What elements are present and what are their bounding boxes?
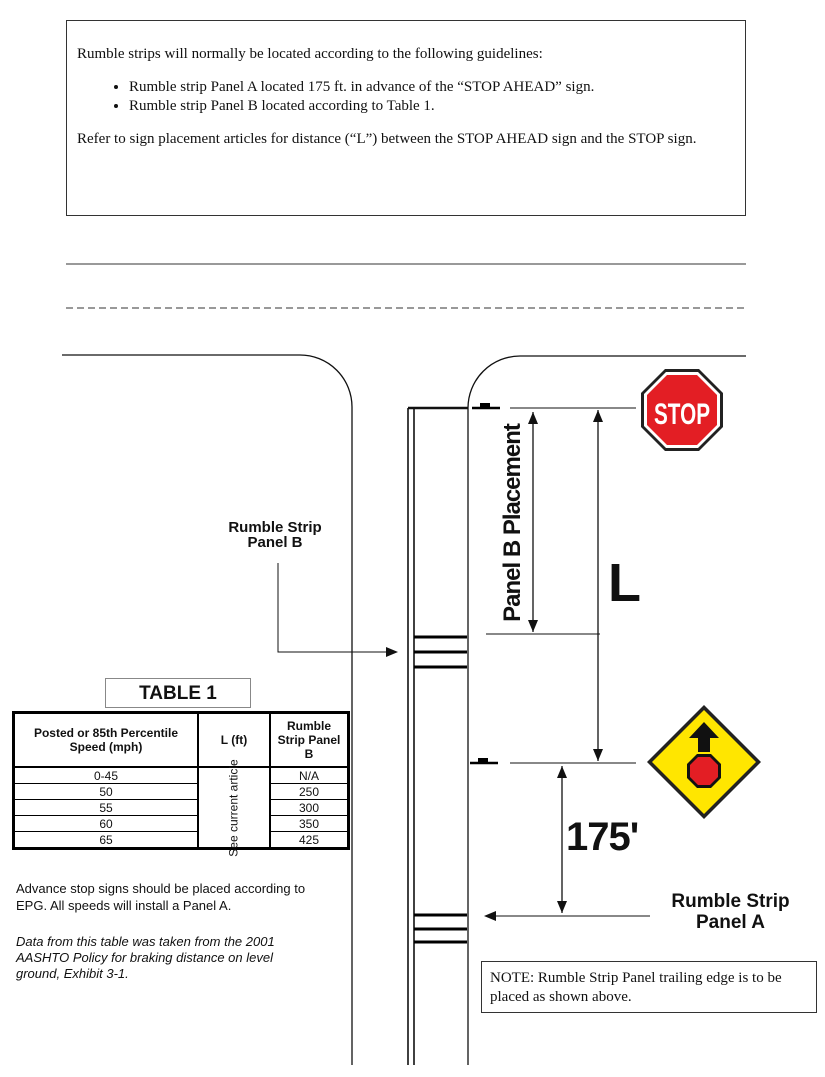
table-row	[14, 816, 349, 832]
dimension-arrow-panel-b	[528, 412, 538, 632]
cell-l-merged	[198, 758, 270, 857]
cell-speed: 60	[14, 816, 199, 832]
leader-arrow-panel-a	[484, 911, 650, 921]
table-header-row	[14, 713, 349, 768]
advance-stop-note: Advance stop signs should be placed according to EPG. All speeds will install a Panel A.	[16, 881, 306, 913]
table-title: TABLE 1	[105, 678, 251, 708]
panel-b-placement-label: Panel B Placement	[499, 424, 526, 622]
cell-panel-b: 425	[270, 832, 349, 849]
header-panel-b: Rumble Strip Panel B	[270, 713, 349, 768]
leader-arrow-panel-b	[278, 563, 398, 657]
header-speed: Posted or 85th Percentile Speed (mph)	[14, 713, 199, 768]
speed-table	[12, 711, 350, 857]
trailing-edge-note-box: NOTE: Rumble Strip Panel trailing edge is to be placed as shown above.	[481, 961, 817, 1013]
data-source-note: Data from this table was taken from the 2001 AASHTO Policy for braking distance on level ground, Exhibit 3-1.	[16, 934, 275, 981]
cell-speed: 55	[14, 800, 199, 816]
guideline-bullet-panel-b: • Rumble strip Panel B located according to Table 1.	[129, 97, 735, 116]
l-distance-label: L	[608, 553, 641, 613]
rumble-strip-panel-b-label: Rumble Strip Panel B	[228, 519, 322, 551]
see-current-article-text: See current article	[226, 758, 241, 857]
distance-175-label: 175'	[566, 815, 639, 859]
cell-speed: 0-45	[14, 767, 199, 784]
table-row	[14, 767, 349, 784]
header-l: L (ft)	[198, 713, 270, 768]
rumble-strip-panel-b	[414, 637, 467, 667]
stop-sign-icon	[641, 369, 723, 451]
cell-panel-b: N/A	[270, 767, 349, 784]
table-row	[14, 784, 349, 800]
rumble-strip-panel-a-label: Rumble Strip Panel A	[671, 891, 790, 933]
cell-speed: 50	[14, 784, 199, 800]
stop-sign-text: STOP	[654, 398, 710, 431]
cell-panel-b: 300	[270, 800, 349, 816]
rumble-strip-panel-a	[414, 915, 467, 942]
stop-ahead-sign-post	[470, 758, 498, 763]
dimension-arrow-l	[593, 410, 603, 761]
guideline-bullet-panel-a: • Rumble strip Panel A located 175 ft. in advance of the “STOP AHEAD” sign.	[129, 78, 735, 97]
stop-ahead-sign-icon	[647, 705, 761, 819]
table-row	[14, 832, 349, 849]
table-row	[14, 800, 349, 816]
cell-speed: 65	[14, 832, 199, 849]
cell-panel-b: 350	[270, 816, 349, 832]
stop-sign-post	[472, 403, 500, 408]
guideline-intro: Rumble strips will normally be located according to the following guidelines:	[77, 46, 543, 62]
guideline-refer: Refer to sign placement articles for distance (“L”) between the STOP AHEAD sign and the STOP sign.	[77, 131, 697, 147]
cell-panel-b: 250	[270, 784, 349, 800]
